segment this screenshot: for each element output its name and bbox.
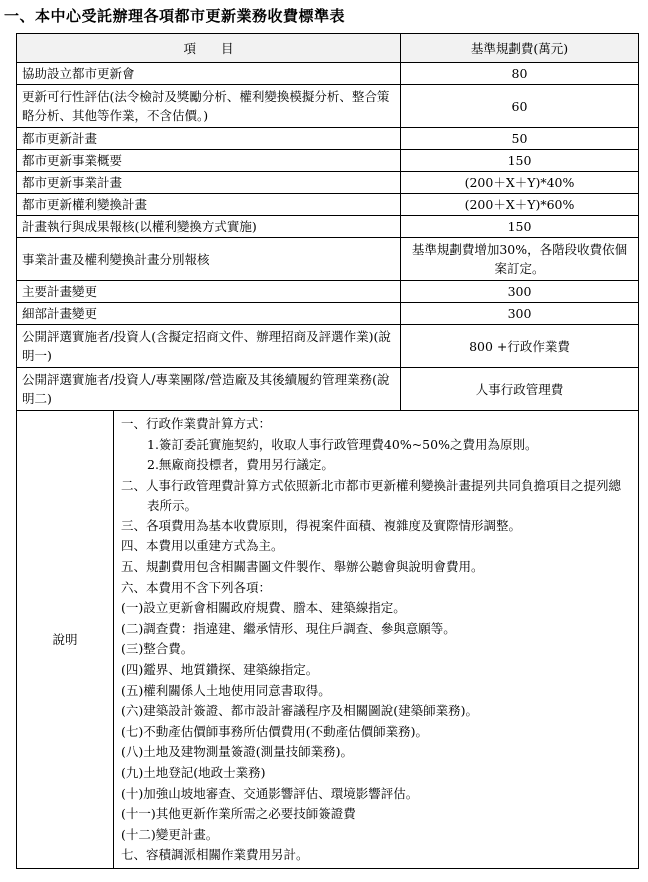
note-line: 五、規劃費用包含相關書圖文件製作、舉辦公聽會與說明會費用。 [121, 558, 484, 574]
notes-label: 說明 [17, 411, 114, 868]
table-row [17, 368, 639, 411]
row-fee: 50 [401, 128, 639, 150]
row-item: 協助設立都市更新會 [17, 63, 401, 85]
table-row [17, 216, 639, 238]
row-fee: 80 [401, 63, 639, 85]
row-fee: 150 [401, 216, 639, 238]
note-line: 三、各項費用為基本收費原則，得視案件面積、複雜度及實際情形調整。 [121, 517, 522, 533]
row-fee: 800 +行政作業費 [401, 325, 639, 368]
note-line: 七、容積調派相關作業費用另計。 [121, 847, 309, 863]
row-item: 主要計畫變更 [17, 281, 401, 303]
notes-cell [17, 411, 639, 869]
notes-list [121, 414, 632, 866]
row-item: 公開評選實施者/投資人/專業團隊/營造廠及其後續履約管理業務(說明二) [17, 368, 401, 411]
row-item: 都市更新事業概要 [17, 150, 401, 172]
row-item: 計畫執行與成果報核(以權利變換方式實施) [17, 216, 401, 238]
table-row [17, 325, 639, 368]
table-row [17, 85, 639, 128]
note-line: (五)權利關係人土地使用同意書取得。 [121, 682, 331, 698]
fee-table-body [17, 63, 639, 869]
note-line: 二、人事行政管理費計算方式依照新北市都市更新權利變換計畫提列共同負擔項目之提列總表所示。 [121, 477, 622, 513]
row-item: 細部計畫變更 [17, 303, 401, 325]
note-line: 六、本費用不含下列各項： [121, 579, 272, 595]
row-fee: 150 [401, 150, 639, 172]
note-line: 2.無廠商投標者，費用另行議定。 [147, 457, 334, 473]
row-fee: (200＋X＋Y)*60% [401, 194, 639, 216]
row-item: 都市更新計畫 [17, 128, 401, 150]
note-line: 四、本費用以重建方式為主。 [121, 538, 284, 554]
note-line: (八)土地及建物測量簽證(測量技師業務)。 [121, 744, 354, 760]
row-item: 更新可行性評估(法令檢討及獎勵分析、權利變換模擬分析、整合策略分析、其他等作業，不含估價。) [17, 85, 401, 128]
note-line: (九)土地登記(地政士業務) [121, 764, 266, 780]
fee-table [16, 33, 639, 869]
header-fee: 基準規劃費(萬元) [401, 34, 639, 63]
header-item: 項 目 [17, 34, 401, 63]
page-title: 一、本中心受託辦理各項都市更新業務收費標準表 [4, 7, 346, 25]
table-row [17, 281, 639, 303]
row-fee: 300 [401, 281, 639, 303]
row-fee: (200＋X＋Y)*40% [401, 172, 639, 194]
note-line: (七)不動產估價師事務所估價費用(不動產估價師業務)。 [121, 723, 429, 739]
row-item: 事業計畫及權利變換計畫分別報核 [17, 238, 401, 281]
note-line: (四)鑑界、地質鑽探、建築線指定。 [121, 661, 319, 677]
row-item: 公開評選實施者/投資人(含擬定招商文件、辦理招商及評選作業)(說明一) [17, 325, 401, 368]
table-header-row [17, 34, 639, 63]
row-item: 都市更新權利變換計畫 [17, 194, 401, 216]
row-fee: 基準規劃費增加30%，各階段收費依個案訂定。 [401, 238, 639, 281]
note-line: (二)調查費：指違建、繼承情形、現住戶調查、參與意願等。 [121, 620, 456, 636]
table-row [17, 194, 639, 216]
table-row [17, 238, 639, 281]
note-line: 一、行政作業費計算方式： [121, 416, 272, 431]
row-fee: 人事行政管理費 [401, 368, 639, 411]
note-line: (三)整合費。 [121, 641, 194, 657]
note-line: (十)加強山坡地審查、交通影響評估、環境影響評估。 [121, 785, 419, 801]
notes-content [114, 411, 638, 868]
table-row [17, 150, 639, 172]
row-fee: 60 [401, 85, 639, 128]
note-line: (十二)變更計畫。 [121, 826, 219, 842]
note-line: (六)建築設計簽證、都市設計審議程序及相關圖說(建築師業務)。 [121, 703, 479, 719]
table-row [17, 303, 639, 325]
row-fee: 300 [401, 303, 639, 325]
notes-row [17, 411, 639, 869]
note-line: 1.簽訂委託實施契約，收取人事行政管理費40%~50%之費用為原則。 [147, 436, 538, 452]
table-row [17, 172, 639, 194]
note-line: (一)設立更新會相關政府規費、謄本、建築線指定。 [121, 600, 406, 616]
note-line: (十一)其他更新作業所需之必要技師簽證費 [121, 806, 356, 822]
row-item: 都市更新事業計畫 [17, 172, 401, 194]
table-row [17, 63, 639, 85]
table-row [17, 128, 639, 150]
